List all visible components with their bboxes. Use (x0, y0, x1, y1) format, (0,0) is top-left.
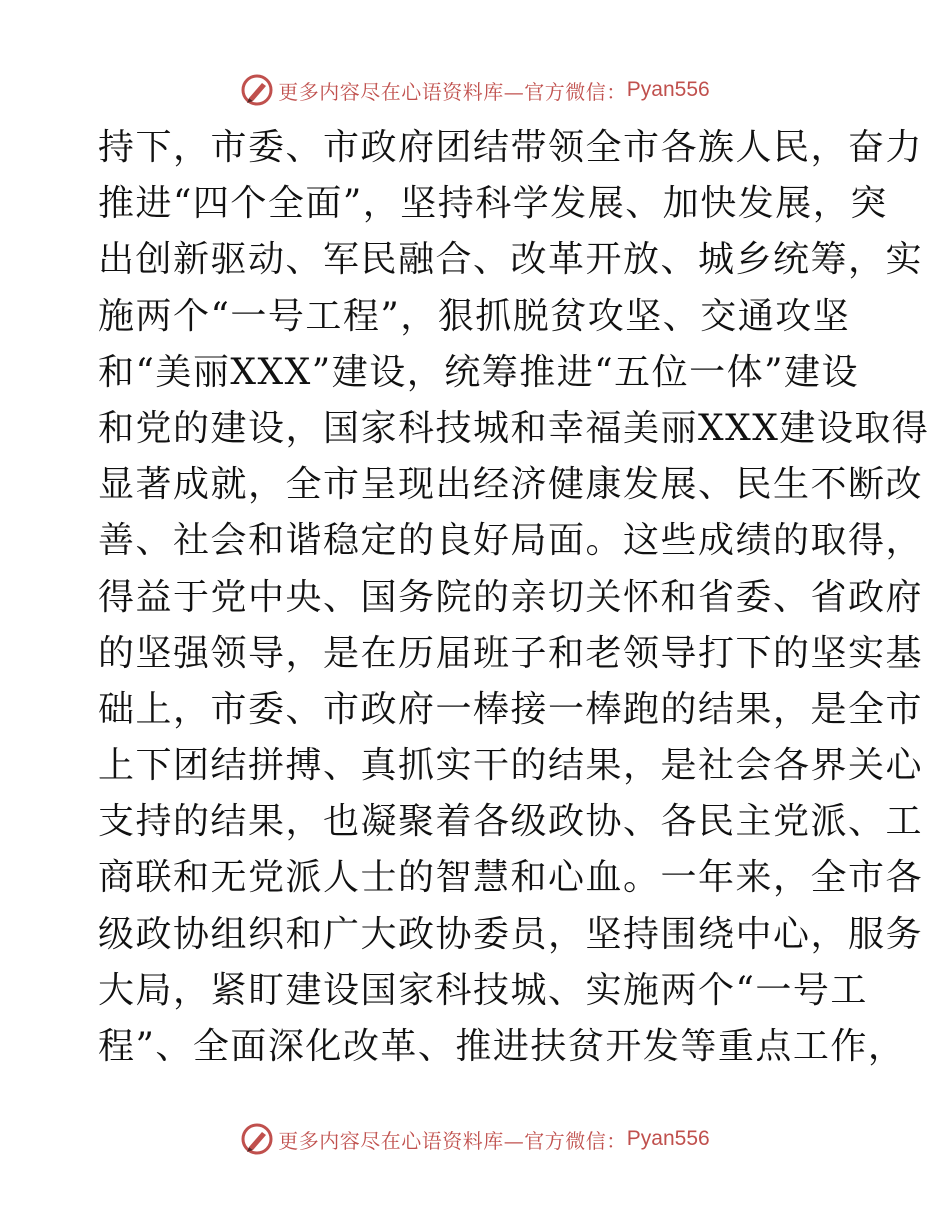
header-banner (0, 70, 950, 110)
text-line: 上下团结拼搏、真抓实干的结果，是社会各界关心 (98, 745, 924, 787)
text-line: 出创新驱动、军民融合、改革开放、城乡统筹，实 (98, 239, 924, 281)
text-line: 和党的建设，国家科技城和幸福美丽XXX建设取得 (98, 407, 930, 449)
text-line: 和“美丽XXX”建设，统筹推进“五位一体”建设 (98, 351, 860, 393)
text-line: 推进“四个全面”，坚持科学发展、加快发展，突 (98, 183, 888, 225)
footer-wechat-id: Pyan556 (626, 1127, 710, 1150)
text-line: 础上，市委、市政府一棒接一棒跑的结果，是全市 (98, 688, 924, 730)
footer-banner (0, 1119, 950, 1159)
text-line: 级政协组织和广大政协委员，坚持围绕中心，服务 (98, 913, 924, 955)
text-line: 的坚强领导，是在历届班子和老领导打下的坚实基 (98, 632, 924, 674)
text-line: 施两个“一号工程”，狠抓脱贫攻坚、交通攻坚 (98, 295, 851, 337)
text-line: 显著成就，全市呈现出经济健康发展、民生不断改 (98, 464, 924, 506)
text-line: 持下，市委、市政府团结带领全市各族人民，奋力 (98, 127, 924, 168)
text-line: 善、社会和谐稳定的良好局面。这些成绩的取得， (98, 520, 924, 562)
body-text (98, 120, 930, 1075)
text-line: 得益于党中央、国务院的亲切关怀和省委、省政府 (98, 576, 924, 618)
pen-logo-icon (240, 73, 274, 107)
text-line: 商联和无党派人士的智慧和心血。一年来，全市各 (98, 857, 924, 899)
header-wechat-id: Pyan556 (626, 78, 710, 101)
header-brand-text: 更多内容尽在心语资料库—官方微信： (278, 79, 627, 104)
text-line: 大局，紧盯建设国家科技城、实施两个“一号工 (98, 969, 868, 1011)
text-line: 程”、全面深化改革、推进扶贫开发等重点工作， (98, 1026, 906, 1067)
footer-brand-text: 更多内容尽在心语资料库—官方微信： (278, 1128, 627, 1153)
pen-logo-icon (240, 1122, 274, 1156)
text-line: 支持的结果，也凝聚着各级政协、各民主党派、工 (98, 801, 924, 843)
